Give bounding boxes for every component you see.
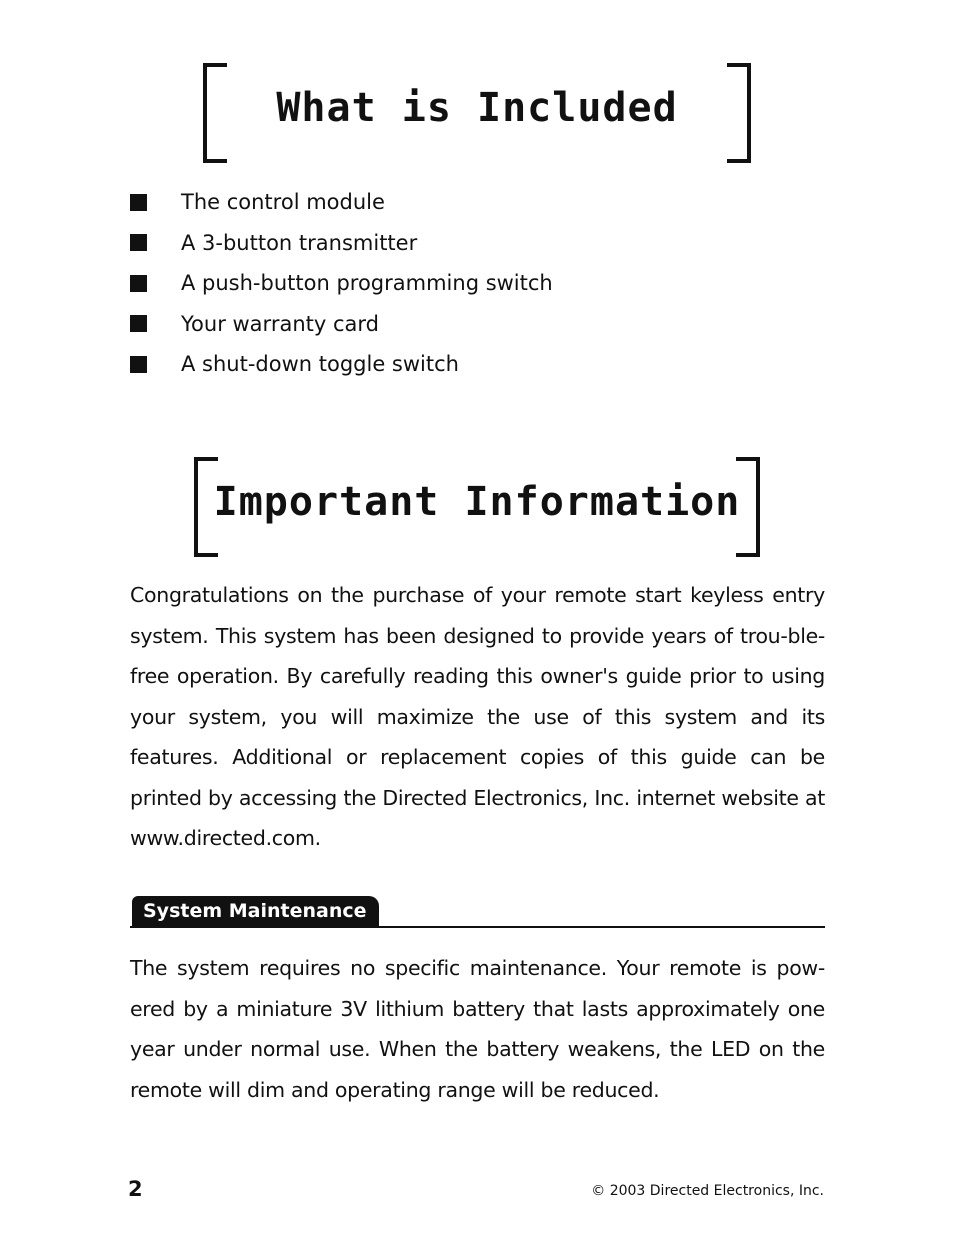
what-is-included-heading-box bbox=[203, 63, 751, 163]
right-bracket-decoration bbox=[736, 457, 760, 557]
list-item-label: A 3-button transmitter bbox=[181, 230, 418, 255]
right-bracket-decoration bbox=[727, 63, 751, 163]
system-maintenance-paragraph: The system requires no specific maintenance. Your remote is pow-ered by a miniature 3V lithium battery that lasts approximately one year under normal use. When the battery weakens, the LED on the remote will dim and operating range will be reduced. bbox=[130, 956, 825, 1102]
copyright-notice: © 2003 Directed Electronics, Inc. bbox=[591, 1183, 824, 1199]
system-maintenance-subheading: System Maintenance bbox=[132, 896, 379, 927]
square-bullet-icon bbox=[130, 234, 147, 251]
list-item-label: Your warranty card bbox=[181, 311, 379, 336]
what-is-included-heading: What is Included bbox=[276, 85, 678, 131]
page-number: 2 bbox=[128, 1177, 143, 1201]
included-items-list bbox=[130, 182, 553, 385]
list-item bbox=[130, 182, 553, 223]
list-item-label: A shut-down toggle switch bbox=[181, 352, 459, 377]
list-item bbox=[130, 223, 553, 264]
list-item bbox=[130, 344, 553, 385]
important-information-paragraph: Congratulations on the purchase of your remote start keyless entry system. This system has been designed to provide years of trou-ble-free operation. By carefully reading this owner's guide prior to using your system, you will maximize the use of this system and its features. Additional or replacement copies of this guide can be printed by accessing the Directed Electronics, Inc. internet website at www.directed.com. bbox=[130, 583, 825, 850]
list-item bbox=[130, 263, 553, 304]
square-bullet-icon bbox=[130, 194, 147, 211]
list-item-label: A push-button programming switch bbox=[181, 271, 553, 296]
important-information-heading-box bbox=[194, 457, 760, 557]
square-bullet-icon bbox=[130, 315, 147, 332]
square-bullet-icon bbox=[130, 275, 147, 292]
list-item bbox=[130, 304, 553, 345]
list-item-label: The control module bbox=[181, 190, 385, 215]
important-information-heading: Important Information bbox=[213, 479, 741, 525]
square-bullet-icon bbox=[130, 356, 147, 373]
